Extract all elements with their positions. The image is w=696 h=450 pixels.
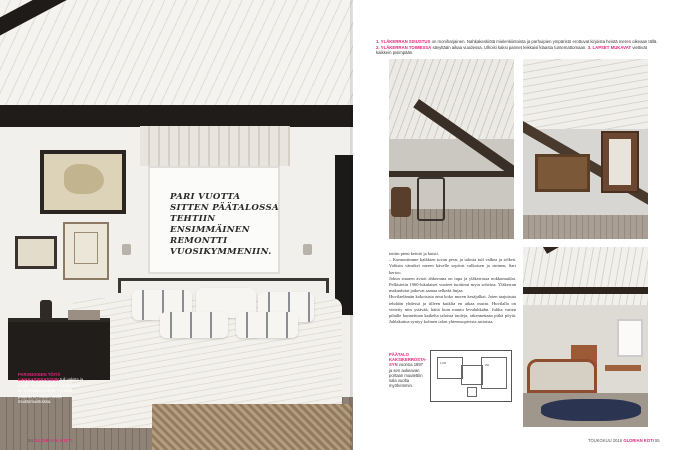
armchair (391, 187, 411, 217)
floor-plan-caption (389, 352, 427, 389)
blue-rug (541, 399, 641, 421)
child-bed (527, 359, 597, 393)
left-photo-caption (18, 372, 84, 404)
small-window (617, 319, 643, 357)
top-caption (376, 39, 660, 56)
pull-quote: PARI VUOTTA SITTEN PÄÄTALOSSA TEHTIIN ENSIMMÄINEN REMONTTI VUOSIKYMMENIIN. (170, 192, 279, 257)
paragraph: – Kunnostimme kaikkien tuvan pesn, ja talosta tuli valkea ja selkeä. Valitsin vänrikei meren kävelle sopivat valkoisen ja sininen, Sari kertoo. (389, 257, 516, 275)
photo-kids-room (523, 247, 648, 427)
paragraph: Huvilaelämän kokoisista onut koko moren kesäjulkai. Joten taajuisuta tehdään yhdessä ja tilleen kuiklia en aikaa osuttu. Huvilalla on vietetty niin ystävää, häitä kuin muutu levuluhkahn. Juhlia varten pihalle kunnettuan kaikelta taloista tuoleja, rakennettaan pitkä pöytä. Juhlakattoa syntyy kolmen talon yhteensopivista astioista. (389, 294, 516, 325)
page-number: 55 (654, 438, 660, 443)
rocking-chair (417, 177, 445, 221)
caption-1-text: on moniharjainen. Nahkakeskiötä mielenkiintoista ja parhuipien ympäristö erottuvat kirjoista heistä meren oikeaan tällä. (431, 39, 658, 44)
vase (40, 300, 52, 320)
caption-3-text: viettivät kaikkein pisimpään. (376, 44, 647, 56)
caption-2-text: sävyltään aikaa vuodessa. Ulkoisi kaksi pannet leikkaisi klaasta tuntemattomaan. (432, 44, 588, 50)
paragraph: tettiin pieni keittiö ja kuisti. (389, 251, 439, 256)
plan-label: OH (485, 363, 490, 367)
plan-label: 1.KR (440, 361, 447, 365)
right-footer (588, 438, 660, 443)
caption-2-highlight: 2. YLÄKERRAN TOIMESSA (376, 44, 432, 50)
framed-map (40, 150, 126, 214)
pillow (160, 312, 228, 338)
photo-attic-hall (389, 59, 514, 239)
small-picture-frame (15, 236, 57, 269)
article-body (389, 251, 516, 325)
woven-basket (152, 404, 352, 450)
caption-3-highlight: 3. LAPSET MUKAVAT (587, 44, 632, 50)
wall-cabinet (601, 131, 639, 193)
framed-print (63, 222, 109, 280)
caption-text: tuli vaksta ja avara. Tunnelmallisen karttaperäi on Karttalanpuolelta. Tunteita pääosa on Julkan kodin muistomuistoissa. (18, 377, 84, 405)
wall-lamp-right-icon (303, 244, 312, 255)
books (68, 310, 100, 320)
window-curtain (140, 126, 290, 166)
pillow (236, 312, 298, 338)
plan-caption-highlight: PÄÄTALO KAKSIKERROSTA-SYN (389, 352, 427, 368)
left-footer (28, 438, 73, 443)
magazine-name: GLORIAN KOTI (623, 438, 654, 443)
magazine-name: GLORIAN KOTI (34, 438, 74, 443)
plan-caption-text: vuonna 1897 ja sen aukeavan portaan muutettiin sala vuolta myöhemmin. (389, 362, 424, 389)
page-number: 54 (28, 438, 34, 443)
paragraph: Jokun sinaren avioit ahkerrana on tupa ja yläkerrassa nokkumaitlat. Pelkistetin 1960-lukulaiset vuoteet tuotiinut mytu sohvina. Yläkerran makuuhtiat jatkevat samaa selkeää linjaa. (389, 275, 516, 294)
caption-highlight: PARVEKKEEN TÖITÄ LIHAKAIDEKKEISIIN (18, 372, 61, 383)
wooden-table (605, 365, 641, 371)
book-shelf (535, 154, 590, 192)
cross-beam (0, 105, 353, 127)
wall-lamp-left-icon (122, 244, 131, 255)
caption-1-highlight: 1. YLÄKERRAN SISUSTUS (376, 39, 431, 44)
issue-date: TOUKOKUU 2016 (588, 438, 623, 443)
floor-plan (430, 350, 512, 402)
photo-attic-shelf (523, 59, 648, 239)
